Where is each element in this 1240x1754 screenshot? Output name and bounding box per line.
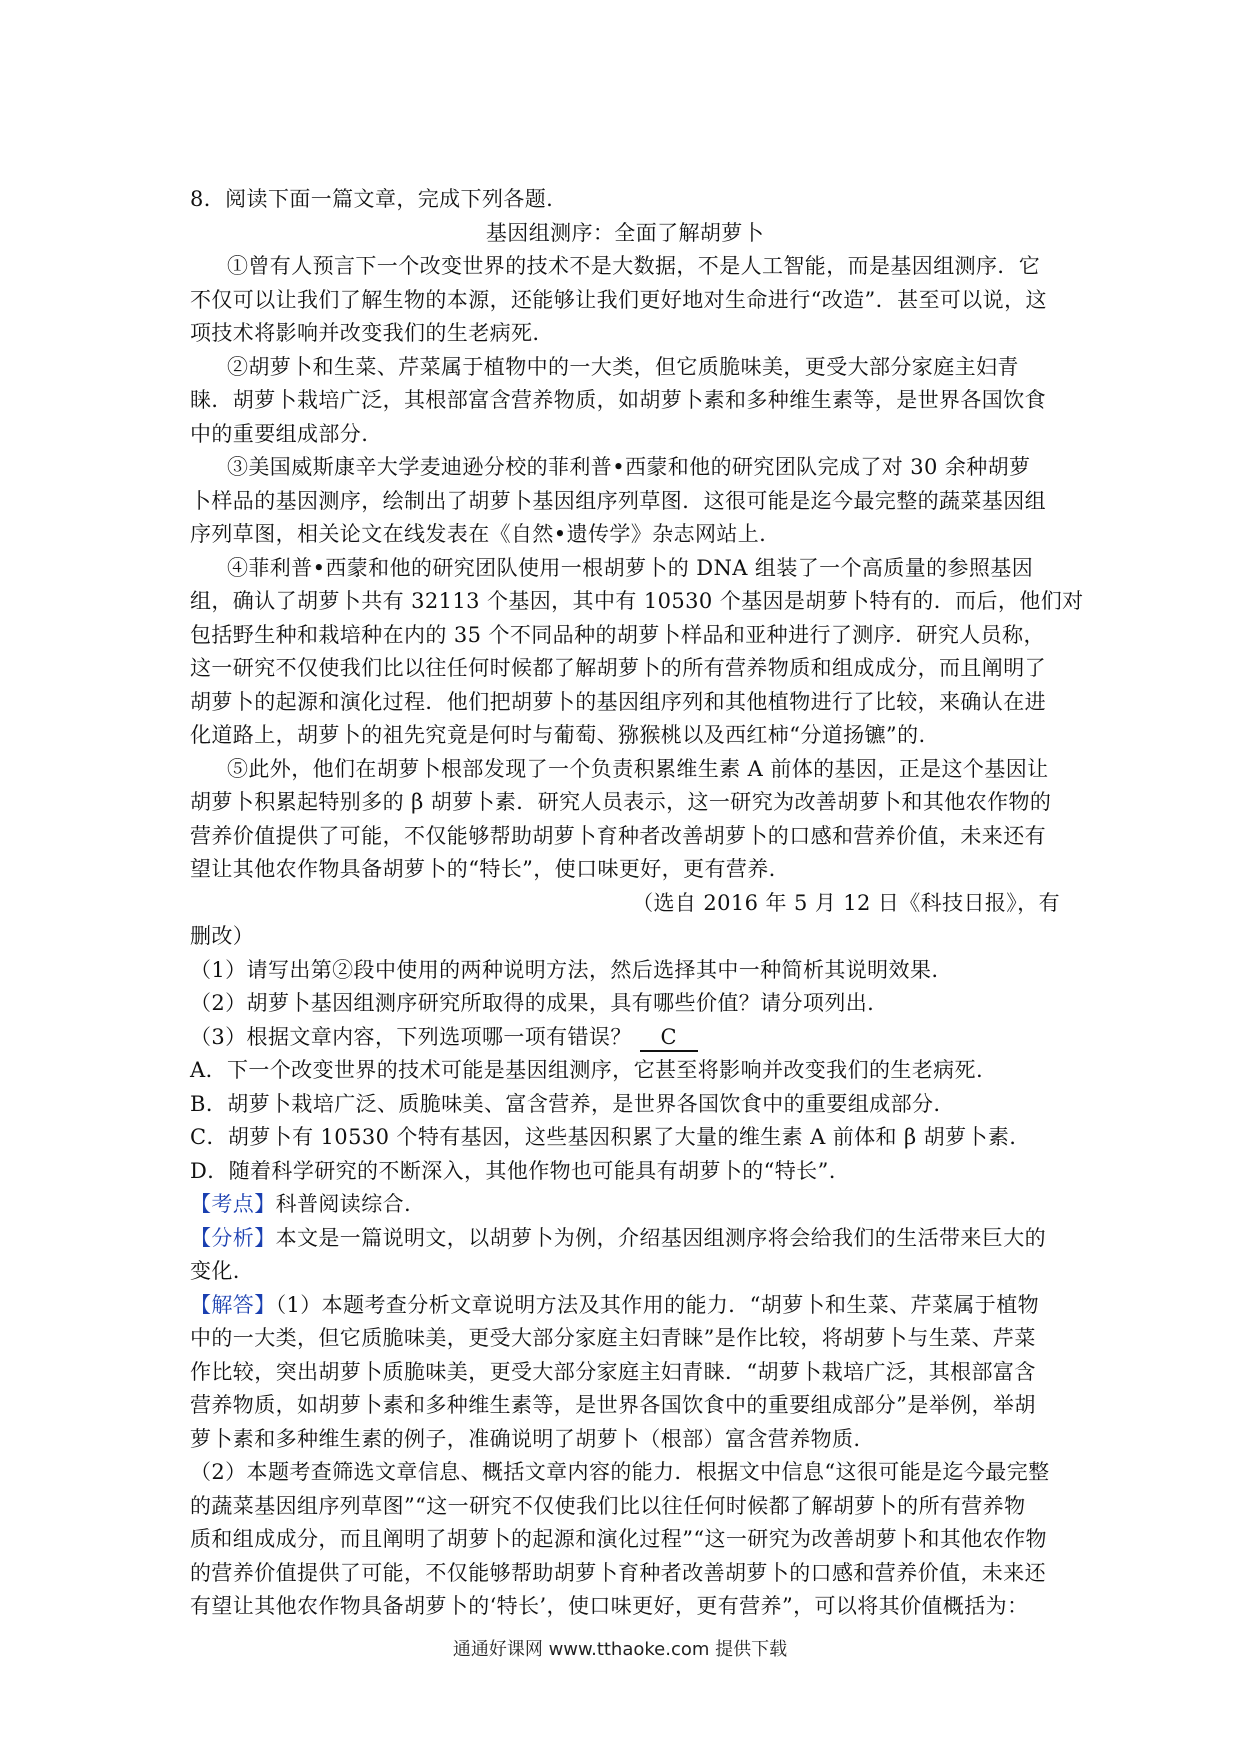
fenxi-line2: 变化.: [190, 1259, 240, 1283]
kaodian-line: [190, 1188, 1060, 1222]
jieda-text: （1）本题考查分析文章说明方法及其作用的能力．“胡萝卜和生菜、芹菜属于植物: [275, 1292, 1040, 1317]
sub-question-3: [190, 1021, 1060, 1055]
part2-line4: 的营养价值提供了可能，不仅能够帮助胡萝卜育种者改善胡萝卜的口感和营养价值，未来还: [190, 1560, 1046, 1585]
option-b: B．胡萝卜栽培广泛、质脆味美、富含营养，是世界各国饮食中的重要组成部分.: [190, 1091, 941, 1116]
p5-line1: ⑤此外，他们在胡萝卜根部发现了一个负责积累维生素 A 前体的基因，正是这个基因让: [227, 756, 1049, 781]
option-c: C．胡萝卜有 10530 个特有基因，这些基因积累了大量的维生素 A 前体和 β 胡萝卜素.: [190, 1125, 1017, 1149]
fenxi-tag: 【分析】: [190, 1225, 276, 1250]
p1-line3: 项技术将影响并改变我们的生老病死.: [190, 321, 540, 345]
p4-line1: ④菲利普•西蒙和他的研究团队使用一根胡萝卜的 DNA 组装了一个高质量的参照基因: [227, 555, 1034, 580]
jieda-line5: 萝卜素和多种维生素的例子，准确说明了胡萝卜（根部）富含营养物质.: [190, 1426, 861, 1451]
jieda-line4: 营养物质，如胡萝卜素和多种维生素等，是世界各国饮食中的重要组成部分”是举例，举胡: [190, 1393, 1036, 1417]
article-title: 基因组测序：全面了解胡萝卜: [485, 220, 765, 245]
page-footer: 通通好课网 www.tthaoke.com 提供下载: [452, 1639, 788, 1660]
p3-line2: 卜样品的基因测序，绘制出了胡萝卜基因组序列草图．这很可能是迄今最完整的蔬菜基因组: [190, 488, 1046, 513]
jieda-line2: 中的一大类，但它质脆味美，更受大部分家庭主妇青睐”是作比较，将胡萝卜与生菜、芹菜: [190, 1326, 1036, 1350]
part2-line2: 的蔬菜基因组序列草图”“这一研究不仅使我们比以往任何时候都了解胡萝卜的所有营养物: [190, 1493, 1026, 1518]
p5-line2: 胡萝卜积累起特别多的 β 胡萝卜素．研究人员表示，这一研究为改善胡萝卜和其他农作物的: [190, 790, 1052, 814]
p2-line3: 中的重要组成部分.: [190, 421, 369, 446]
p4-line5: 胡萝卜的起源和演化过程．他们把胡萝卜的基因组序列和其他植物进行了比较，来确认在进: [190, 689, 1046, 714]
sub-question-3-text: （3）根据文章内容，下列选项哪一项有错误？: [190, 1024, 632, 1049]
p4-line3: 包括野生种和栽培种在内的 35 个不同品种的胡萝卜样品和亚种进行了测序．研究人员称，: [190, 622, 1045, 647]
p4-line2: 组，确认了胡萝卜共有 32113 个基因，其中有 10530 个基因是胡萝卜特有的．而后，他们对: [190, 589, 1084, 613]
fenxi-text: 本文是一篇说明文，以胡萝卜为例，介绍基因组测序将会给我们的生活带来巨大的: [275, 1225, 1047, 1250]
sub-question-2: （2）胡萝卜基因组测序研究所取得的成果，具有哪些价值？请分项列出.: [190, 991, 875, 1015]
jieda-line1: [190, 1289, 1060, 1323]
p4-line6: 化道路上，胡萝卜的祖先究竟是何时与葡萄、猕猴桃以及西红柿“分道扬镳”的.: [190, 723, 926, 747]
p5-line4: 望让其他农作物具备胡萝卜的“特长”，使口味更好，更有营养.: [190, 857, 776, 881]
part2-line5: 有望让其他农作物具备胡萝卜的‘特长’，使口味更好，更有营养”，可以将其价值概括为：: [190, 1594, 1029, 1618]
kaodian-text: 科普阅读综合.: [275, 1192, 412, 1216]
p2-line1: ②胡萝卜和生菜、芹菜属于植物中的一大类，但它质脆味美，更受大部分家庭主妇青: [227, 354, 1019, 379]
p2-line2: 睐．胡萝卜栽培广泛，其根部富含营养物质，如胡萝卜素和多种维生素等，是世界各国饮食: [190, 388, 1046, 412]
fenxi-line1: [190, 1222, 1060, 1256]
source-line1: （选自 2016 年 5 月 12 日《科技日报》，有: [632, 890, 1060, 915]
p4-line4: 这一研究不仅使我们比以往任何时候都了解胡萝卜的所有营养物质和组成成分，而且阐明了: [190, 656, 1046, 680]
p5-line3: 营养价值提供了可能，不仅能够帮助胡萝卜育种者改善胡萝卜的口感和营养价值，未来还有: [190, 823, 1046, 848]
part2-line3: 质和组成成分，而且阐明了胡萝卜的起源和演化过程”“这一研究为改善胡萝卜和其他农作物: [190, 1527, 1047, 1551]
p3-line3: 序列草图，相关论文在线发表在《自然•遗传学》杂志网站上.: [190, 522, 767, 546]
p3-line1: ③美国威斯康辛大学麦迪逊分校的菲利普•西蒙和他的研究团队完成了对 30 余种胡萝: [227, 455, 1031, 479]
sub-question-1: （1）请写出第②段中使用的两种说明方法，然后选择其中一种简析其说明效果.: [190, 957, 939, 982]
p1-line2: 不仅可以让我们了解生物的本源，还能够让我们更好地对生命进行“改造”．甚至可以说，这: [190, 287, 1047, 312]
jieda-tag: 【解答】: [190, 1292, 276, 1317]
question-heading: 8．阅读下面一篇文章，完成下列各题.: [190, 187, 554, 211]
source-line2: 删改）: [190, 924, 255, 948]
sub-question-3-answer: C: [640, 1024, 698, 1052]
jieda-line3: 作比较，突出胡萝卜质脆味美，更受大部分家庭主妇青睐．“胡萝卜栽培广泛，其根部富含: [190, 1359, 1036, 1384]
document-body: [190, 183, 1084, 1624]
option-d: D．随着科学研究的不断深入，其他作物也可能具有胡萝卜的“特长”.: [190, 1158, 836, 1183]
option-a: A．下一个改变世界的技术可能是基因组测序，它甚至将影响并改变我们的生老病死.: [190, 1058, 984, 1082]
p1-line1: ①曾有人预言下一个改变世界的技术不是大数据，不是人工智能，而是基因组测序．它: [227, 254, 1041, 278]
part2-line1: （2）本题考查筛选文章信息、概括文章内容的能力．根据文中信息“这很可能是迄今最完整: [190, 1460, 1050, 1484]
kaodian-tag: 【考点】: [190, 1192, 276, 1216]
